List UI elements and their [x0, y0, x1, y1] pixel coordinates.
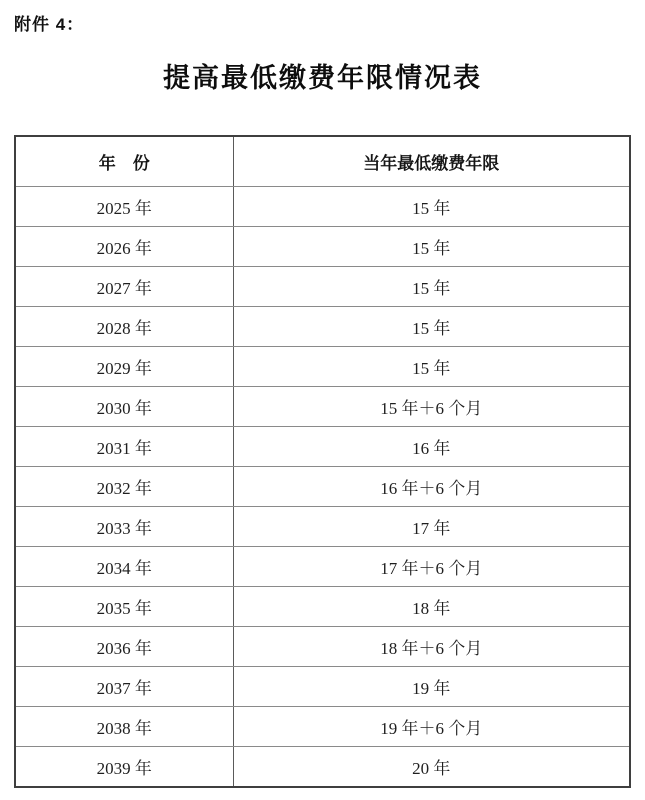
table-header	[15, 136, 630, 187]
year-cell: 2036 年	[15, 627, 233, 667]
year-cell: 2025 年	[15, 187, 233, 227]
year-cell: 2029 年	[15, 347, 233, 387]
min-years-cell: 15 年	[233, 267, 630, 307]
min-contribution-years-table	[14, 135, 631, 788]
min-years-cell: 15 年	[233, 347, 630, 387]
table-row	[15, 507, 630, 547]
min-years-cell: 15 年＋6 个月	[233, 387, 630, 427]
year-cell: 2030 年	[15, 387, 233, 427]
year-cell: 2039 年	[15, 747, 233, 788]
year-cell: 2034 年	[15, 547, 233, 587]
page-title: 提高最低缴费年限情况表	[163, 63, 482, 93]
table-row	[15, 587, 630, 627]
table-row	[15, 387, 630, 427]
table-body	[15, 187, 630, 788]
year-cell: 2026 年	[15, 227, 233, 267]
min-years-cell: 19 年＋6 个月	[233, 707, 630, 747]
min-years-cell: 17 年＋6 个月	[233, 547, 630, 587]
year-column-header: 年 份	[15, 136, 233, 187]
table-row	[15, 227, 630, 267]
year-cell: 2032 年	[15, 467, 233, 507]
min-years-cell: 17 年	[233, 507, 630, 547]
min-years-cell: 18 年	[233, 587, 630, 627]
year-cell: 2031 年	[15, 427, 233, 467]
table-row	[15, 347, 630, 387]
min-years-cell: 20 年	[412, 759, 451, 778]
min-years-cell: 18 年＋6 个月	[233, 627, 630, 667]
min-years-cell: 16 年＋6 个月	[233, 467, 630, 507]
year-cell: 2033 年	[15, 507, 233, 547]
table-row	[15, 427, 630, 467]
min-years-cell: 19 年	[233, 667, 630, 707]
year-cell: 2035 年	[15, 587, 233, 627]
year-cell: 2038 年	[15, 707, 233, 747]
table-row	[15, 307, 630, 347]
table-row	[15, 667, 630, 707]
min-years-column-header: 当年最低缴费年限	[233, 136, 630, 187]
min-years-cell: 15 年	[233, 227, 630, 267]
min-years-cell: 15 年	[233, 187, 630, 227]
year-cell: 2028 年	[15, 307, 233, 347]
table-row	[15, 187, 630, 227]
year-cell: 2027 年	[15, 267, 233, 307]
table-row	[15, 267, 630, 307]
table-row	[15, 547, 630, 587]
table-row	[15, 747, 630, 788]
table-row	[15, 467, 630, 507]
min-years-cell: 15 年	[233, 307, 630, 347]
table-header-row	[15, 136, 630, 187]
min-years-cell: 16 年	[233, 427, 630, 467]
table-row	[15, 627, 630, 667]
year-cell: 2037 年	[15, 667, 233, 707]
table-row	[15, 707, 630, 747]
attachment-label: 附件 4：	[14, 15, 85, 34]
